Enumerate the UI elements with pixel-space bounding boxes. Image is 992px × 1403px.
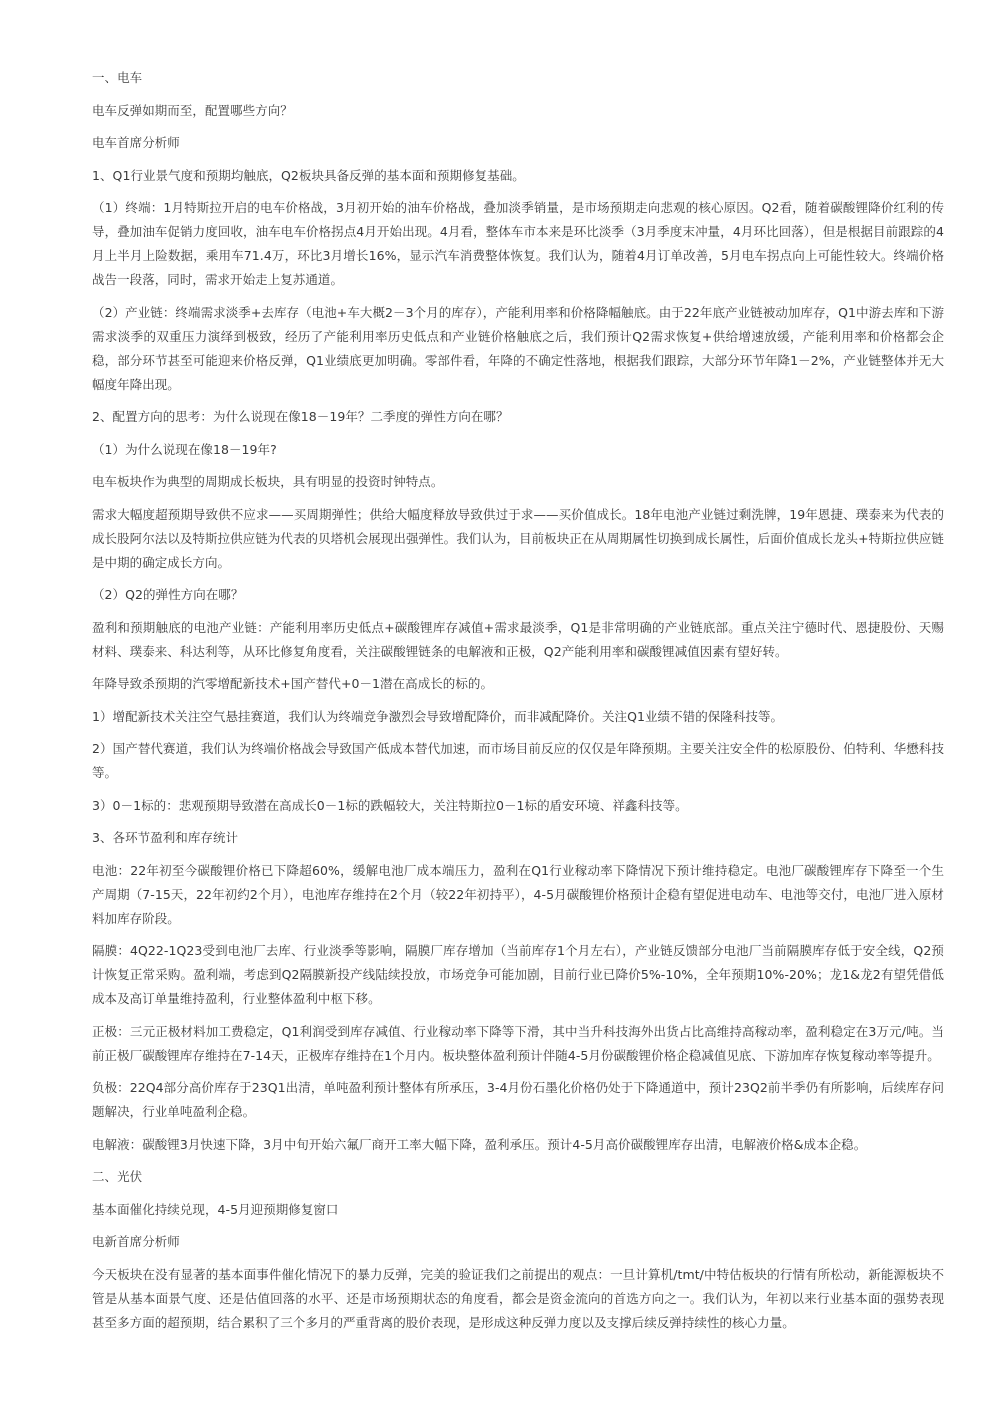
paragraph-industry-chain: （2）产业链：终端需求淡季+去库存（电池+车大概2－3个月的库存），产能利用率和价格降幅触底。由于22年底产业链被动加库存，Q1中游去库和下游需求淡季的双重压力演绎到极致，经历了产能利用率历史低点和产业链价格触底之后，我们预计Q2需求恢复+供给增速放缓，产能利用率和价格都会企稳，部分环节甚至可能迎来价格反弹，Q1业绩底更加明确。零部件看，年降的不确定性落地，根据我们跟踪，大部分环节年降1－2%，产业链整体并无大幅度年降出现。 — [92, 304, 944, 392]
paragraph-q2-direction: （2）Q2的弹性方向在哪？ — [92, 587, 244, 602]
paragraph-point-3: 3、各环节盈利和库存统计 — [92, 830, 239, 845]
paragraph-point-2: 2、配置方向的思考：为什么说现在像18－19年？二季度的弹性方向在哪？ — [92, 409, 509, 424]
paragraph-battery: 电池：22年初至今碳酸锂价格已下降超60%，缓解电池厂成本端压力，盈利在Q1行业稼动率下降情况下预计维持稳定。电池厂碳酸锂库存下降至一个生产周期（7-15天，22年初约2个月），电池库存维持在2个月（较22年初持平），4-5月碳酸锂价格预计企稳有望促进电动车、电池等交付，电池厂进入原材料加库存阶段。 — [92, 862, 944, 926]
paragraph-why-18-19: （1）为什么说现在像18－19年? — [92, 441, 277, 457]
paragraph-air-suspension: 1）增配新技术关注空气悬挂赛道，我们认为终端竞争激烈会导致增配降价，而非减配降价。关注Q1业绩不错的保隆科技等。 — [92, 708, 784, 724]
analyst-label-pv: 电新首席分析师 — [92, 1234, 180, 1249]
document-body — [92, 66, 944, 1343]
paragraph-terminal: （1）终端：1月特斯拉开启的电车价格战，3月初开始的油车价格战，叠加淡季销量，是市场预期走向悲观的核心原因。Q2看，随着碳酸锂降价红利的传导，叠加油车促销力度回收，油车电车价格拐点4月开始出现。4月看，整体车市本来是环比淡季（3月季度末冲量，4月环比回落），但是根据目前跟踪的4月上半月上险数据，乘用车71.4万，环比3月增长16%，显示汽车消费整体恢复。我们认为，随着4月订单改善，5月电车拐点向上可能性较大。终端价格战告一段落，同时，需求开始走上复苏通道。 — [92, 200, 944, 287]
paragraph-electrolyte: 电解液：碳酸锂3月快速下降，3月中旬开始六氟厂商开工率大幅下降，盈利承压。预计4-5月高价碳酸锂库存出清，电解液价格&成本企稳。 — [92, 1136, 867, 1152]
paragraph-point-1: 1、Q1行业景气度和预期均触底，Q2板块具备反弹的基本面和预期修复基础。 — [92, 167, 525, 183]
paragraph-auto-parts: 年降导致杀预期的汽零增配新技术+国产替代+0－1潜在高成长的标的。 — [92, 676, 494, 691]
paragraph-zero-to-one: 3）0－1标的：悲观预期导致潜在高成长0－1标的跌幅较大，关注特斯拉0－1标的盾安环境、祥鑫科技等。 — [92, 797, 688, 813]
subheading-pv-catalyst: 基本面催化持续兑现，4-5月迎预期修复窗口 — [92, 1201, 339, 1217]
paragraph-pv-rebound: 今天板块在没有显著的基本面事件催化情况下的暴力反弹，完美的验证我们之前提出的观点：一旦计算机/tmt/中特估板块的行情有所松动，新能源板块不管是从基本面景气度、还是估值回落的水平、还是市场预期状态的角度看，都会是资金流向的首选方向之一。我们认为，年初以来行业基本面的强势表现甚至多方面的超预期，结合累积了三个多月的严重背离的股价表现，是形成这种反弹力度以及支撑后续反弹持续性的核心力量。 — [92, 1266, 944, 1330]
paragraph-cycle-growth: 电车板块作为典型的周期成长板块，具有明显的投资时钟特点。 — [92, 474, 444, 489]
paragraph-cathode: 正极：三元正极材料加工费稳定，Q1利润受到库存减值、行业稼动率下降等下滑，其中当升科技海外出货占比高维持高稼动率，盈利稳定在3万元/吨。当前正极厂碳酸锂库存维持在7-14天，正极库存维持在1个月内。板块整体盈利预计伴随4-5月份碳酸锂价格企稳减值见底、下游加库存恢复稼动率等提升。 — [92, 1023, 944, 1063]
section-heading-pv: 二、光伏 — [92, 1169, 143, 1184]
paragraph-domestic-substitution: 2）国产替代赛道，我们认为终端价格战会导致国产低成本替代加速，而市场目前反应的仅仅是年降预期。主要关注安全件的松原股份、伯特利、华懋科技等。 — [92, 741, 944, 780]
paragraph-separator: 隔膜：4Q22-1Q23受到电池厂去库、行业淡季等影响，隔膜厂库存增加（当前库存1个月左右），产业链反馈部分电池厂当前隔膜库存低于安全线，Q2预计恢复正常采购。盈利端，考虑到Q2隔膜新投产线陆续投放，市场竞争可能加剧，目前行业已降价5%-10%，全年预期10%-20%；龙1&龙2有望凭借低成本及高订单量维持盈利，行业整体盈利中枢下移。 — [92, 943, 944, 1006]
analyst-label-ev: 电车首席分析师 — [92, 135, 180, 150]
paragraph-battery-chain: 盈利和预期触底的电池产业链：产能利用率历史低点+碳酸锂库存减值+需求最淡季，Q1是非常明确的产业链底部。重点关注宁德时代、恩捷股份、天赐材料、璞泰来、科达利等，从环比修复角度看，关注碳酸锂链条的电解液和正极，Q2产能利用率和碳酸锂减值因素有望好转。 — [92, 619, 944, 659]
paragraph-supply-demand: 需求大幅度超预期导致供不应求——买周期弹性；供给大幅度释放导致供过于求——买价值成长。18年电池产业链过剩洗牌，19年恩捷、璞泰来为代表的成长股阿尔法以及特斯拉供应链为代表的贝塔机会展现出强弹性。我们认为，目前板块正在从周期属性切换到成长属性，后面价值成长龙头+特斯拉供应链是中期的确定成长方向。 — [92, 506, 944, 570]
subheading-ev-rebound: 电车反弹如期而至，配置哪些方向？ — [92, 102, 293, 118]
section-heading-ev: 一、电车 — [92, 70, 143, 85]
paragraph-anode: 负极：22Q4部分高价库存于23Q1出清，单吨盈利预计整体有所承压，3-4月份石墨化价格仍处于下降通道中，预计23Q2前半季仍有所影响，后续库存问题解决，行业单吨盈利企稳。 — [92, 1080, 944, 1119]
